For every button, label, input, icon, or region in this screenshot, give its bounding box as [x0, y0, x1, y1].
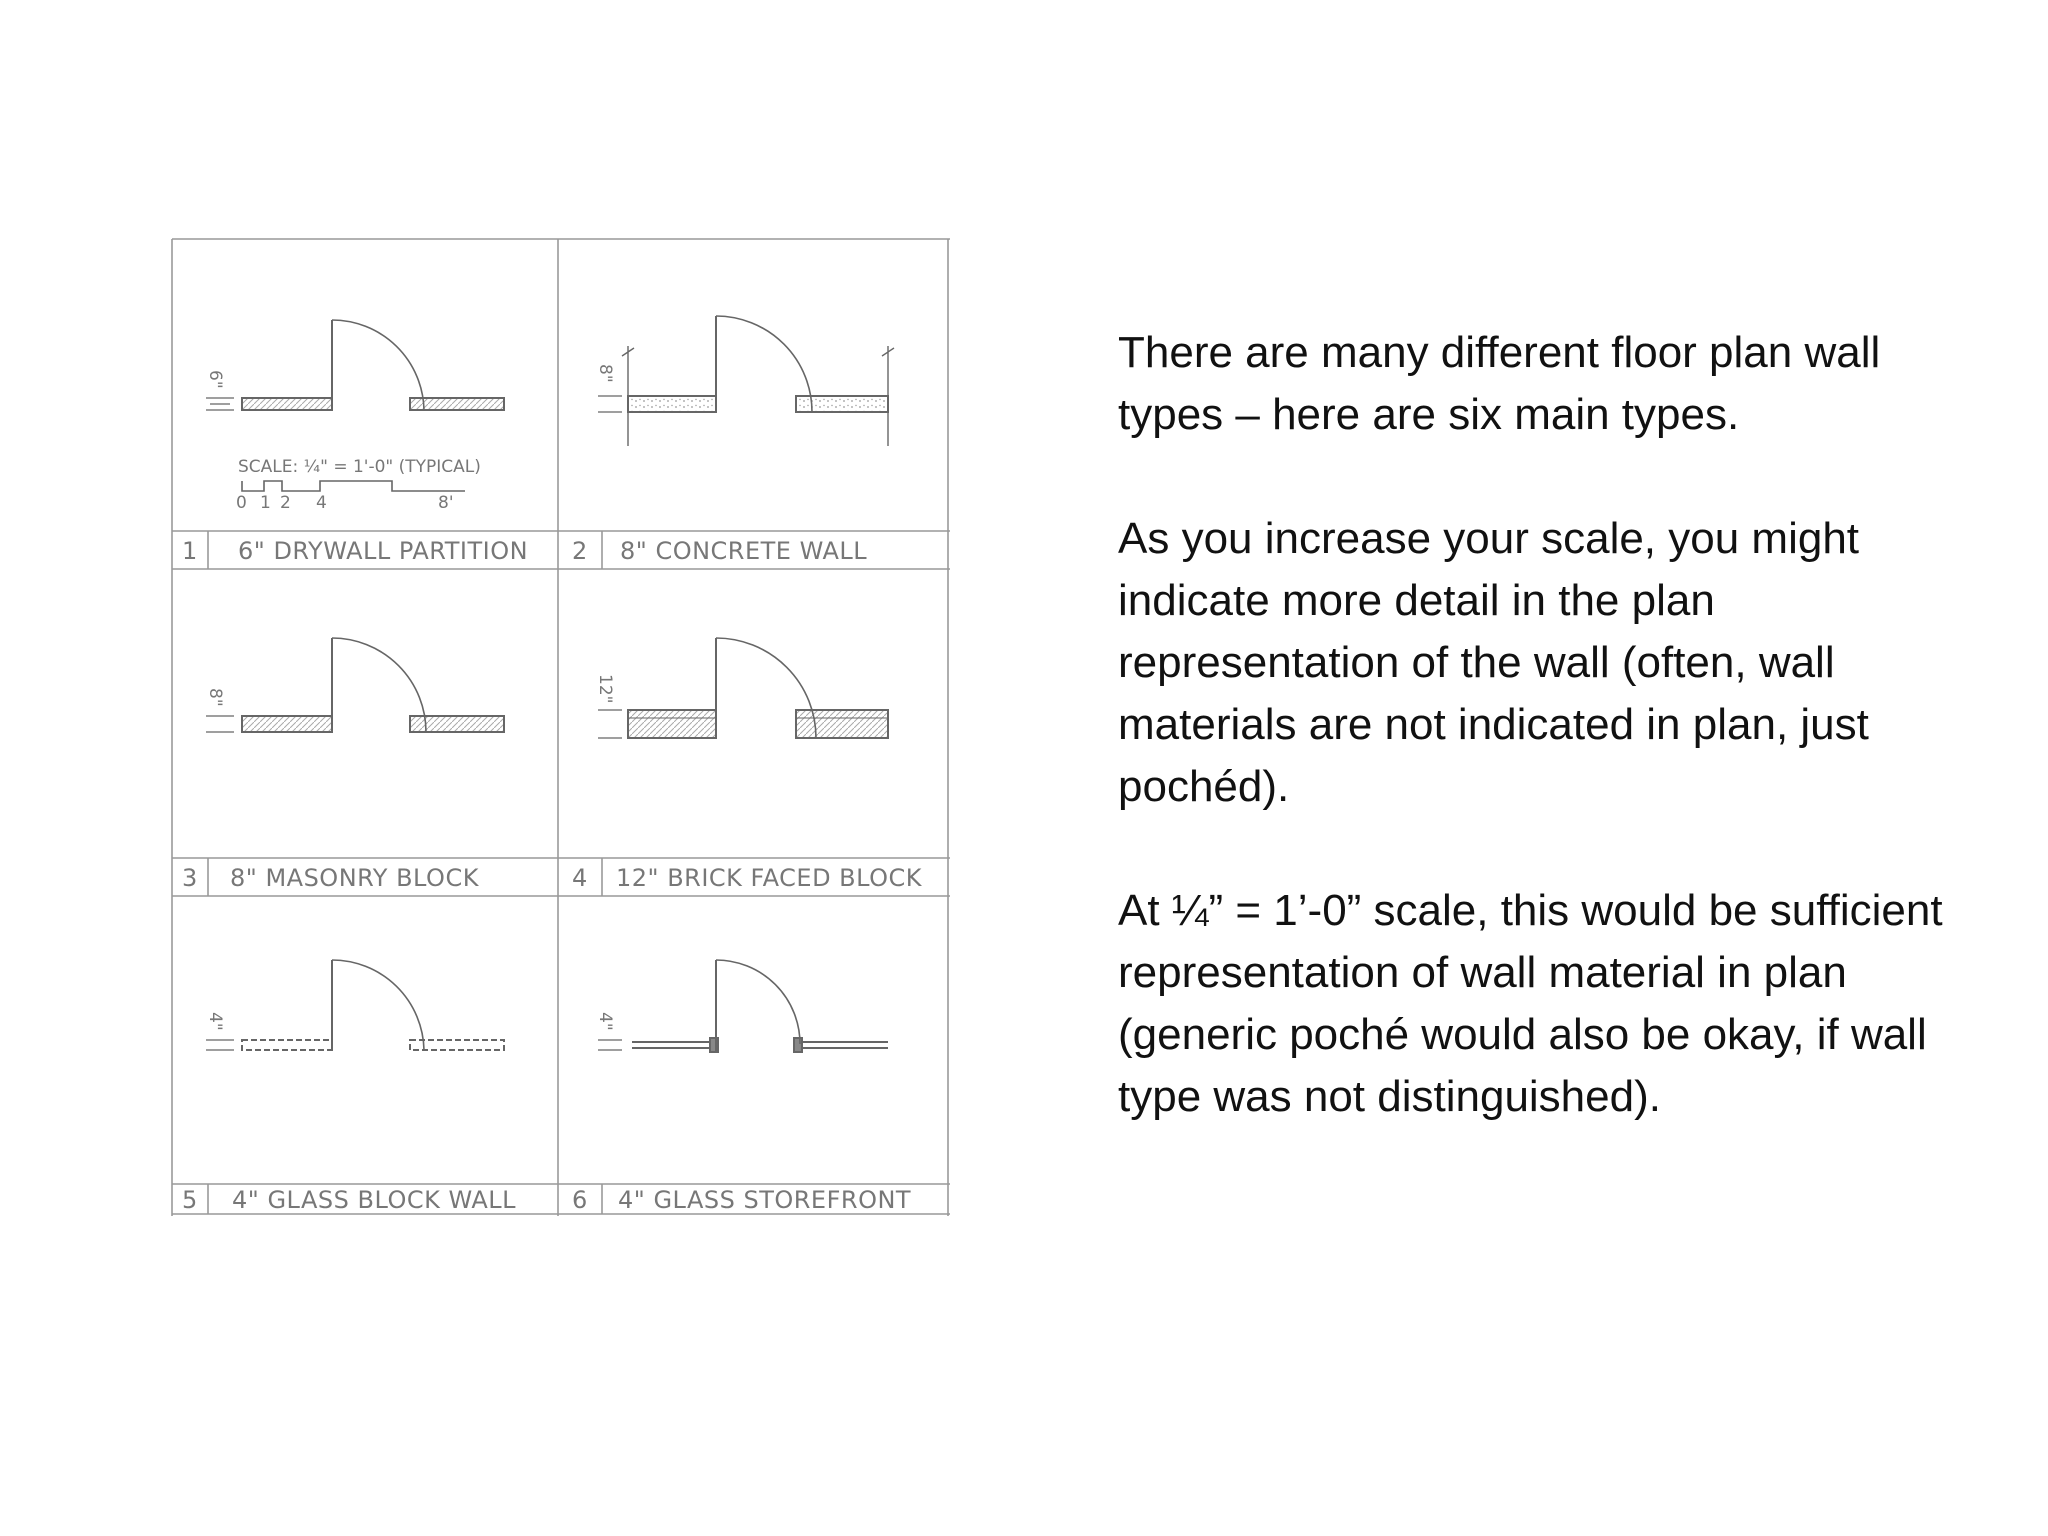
panel-5-number: 5: [182, 1186, 198, 1214]
panel-6-number: 6: [572, 1186, 588, 1214]
panel-2-drawing: [598, 316, 894, 446]
panel-5-dimension: 4": [205, 1012, 225, 1031]
panel-2-dimension: 8": [595, 364, 615, 383]
panel-4-dimension: 12": [595, 674, 615, 704]
panel-6-drawing: [598, 960, 888, 1052]
panel-3-label: 8" MASONRY BLOCK: [230, 864, 479, 892]
panel-4-drawing: [598, 638, 888, 738]
panel-3-dimension: 8": [205, 688, 225, 707]
panel-1-number: 1: [182, 537, 198, 565]
paragraph-scale-detail: As you increase your scale, you might indicate more detail in the plan representation of the wall (often, wall materials are not indicated in plan, just pochéd).: [1118, 514, 1869, 811]
scale-tick-1: 1: [260, 493, 271, 513]
body-text: [1118, 322, 1978, 1128]
wall-types-drawing: [170, 236, 950, 1216]
panel-6-dimension: 4": [595, 1012, 615, 1031]
panel-1-dimension: 6": [205, 370, 225, 389]
panel-5-label: 4" GLASS BLOCK WALL: [232, 1186, 517, 1214]
scale-tick-4: 4: [316, 493, 327, 513]
panel-6-label: 4" GLASS STOREFRONT: [618, 1186, 912, 1214]
panel-1-label: 6" DRYWALL PARTITION: [238, 537, 529, 565]
panel-4-label: 12" BRICK FACED BLOCK: [616, 864, 923, 892]
panel-5-drawing: [206, 960, 504, 1050]
panel-3-drawing: [206, 638, 504, 732]
panel-4-number: 4: [572, 864, 588, 892]
panel-2-number: 2: [572, 537, 588, 565]
paragraph-quarter-inch: At ¼” = 1’-0” scale, this would be sufficient representation of wall material in plan (generic poché would also be okay, if wall type was not distinguished).: [1118, 886, 1943, 1121]
scale-note: SCALE: ¼" = 1'-0" (TYPICAL): [238, 457, 481, 477]
wall-types-svg: [170, 236, 950, 1216]
scale-tick-8: 8': [438, 493, 454, 513]
paragraph-intro: There are many different floor plan wall types – here are six main types.: [1118, 328, 1881, 439]
scale-tick-0: 0: [236, 493, 247, 513]
scale-tick-2: 2: [280, 493, 291, 513]
panel-3-number: 3: [182, 864, 198, 892]
panel-2-label: 8" CONCRETE WALL: [620, 537, 868, 565]
